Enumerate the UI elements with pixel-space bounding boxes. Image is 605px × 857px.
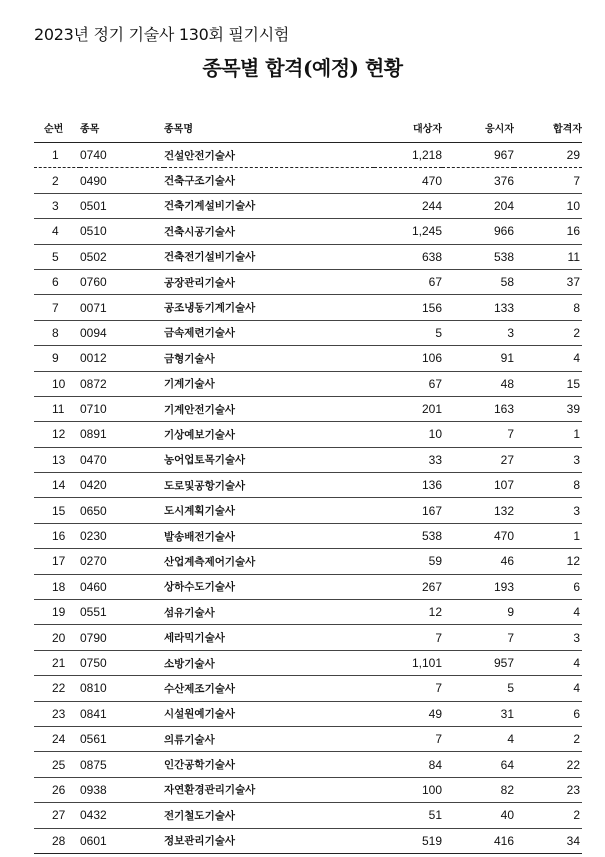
eligible-cell: 7 <box>435 681 442 696</box>
passed-cell: 4 <box>573 681 580 696</box>
eligible-cell: 49 <box>428 706 442 721</box>
applicants-cell: 538 <box>493 249 514 264</box>
passed-cell: 7 <box>573 173 580 188</box>
name-cell: 건설안전기술사 <box>164 149 236 162</box>
passed-cell: 3 <box>573 452 580 467</box>
rank-cell: 6 <box>52 275 59 290</box>
name-cell: 건축기계설비기술사 <box>164 200 256 213</box>
code-cell: 0810 <box>80 681 107 696</box>
rank-cell: 15 <box>52 503 66 518</box>
code-cell: 0094 <box>80 325 107 340</box>
name-cell: 수산제조기술사 <box>164 682 236 695</box>
name-cell: 상하수도기술사 <box>164 581 236 594</box>
code-cell: 0841 <box>80 706 107 721</box>
passed-cell: 8 <box>573 478 580 493</box>
name-cell: 기상예보기술사 <box>164 428 236 441</box>
eligible-cell: 84 <box>428 757 442 772</box>
applicants-cell: 82 <box>500 782 514 797</box>
applicants-cell: 416 <box>493 833 514 848</box>
rank-cell: 1 <box>52 148 59 163</box>
table-row <box>34 803 582 828</box>
passed-cell: 6 <box>573 579 580 594</box>
document-subtitle: 2023년 정기 기술사 130회 필기시험 <box>34 25 290 44</box>
header-name: 종목명 <box>164 123 193 135</box>
eligible-cell: 59 <box>428 554 442 569</box>
rank-cell: 22 <box>52 681 66 696</box>
header-passed: 합격자 <box>553 123 582 135</box>
rank-cell: 27 <box>52 808 66 823</box>
code-cell: 0561 <box>80 732 107 747</box>
table-row <box>34 346 582 371</box>
header-rank: 순번 <box>44 123 64 135</box>
applicants-cell: 193 <box>493 579 514 594</box>
eligible-cell: 538 <box>421 529 442 544</box>
header-code: 종목 <box>80 123 100 135</box>
eligible-cell: 638 <box>421 249 442 264</box>
name-cell: 의류기술사 <box>164 733 215 746</box>
name-cell: 공조냉동기계기술사 <box>164 302 256 315</box>
eligible-cell: 100 <box>421 782 442 797</box>
eligible-cell: 1,245 <box>411 224 442 239</box>
code-cell: 0012 <box>80 351 107 366</box>
table-row <box>34 701 582 726</box>
eligible-cell: 201 <box>421 402 442 417</box>
passed-cell: 12 <box>566 554 580 569</box>
applicants-cell: 204 <box>493 198 514 213</box>
header-applicants: 응시자 <box>485 123 514 135</box>
table-row <box>34 447 582 472</box>
rank-cell: 11 <box>52 402 65 417</box>
name-cell: 전기철도기술사 <box>164 809 236 822</box>
table-row <box>34 777 582 802</box>
table-row <box>34 168 582 193</box>
eligible-cell: 67 <box>428 376 442 391</box>
eligible-cell: 67 <box>428 275 442 290</box>
passed-cell: 3 <box>573 630 580 645</box>
table-row <box>34 396 582 421</box>
passed-cell: 10 <box>566 198 580 213</box>
applicants-cell: 966 <box>493 224 514 239</box>
rank-cell: 3 <box>52 198 59 213</box>
eligible-cell: 5 <box>435 325 442 340</box>
code-cell: 0510 <box>80 224 107 239</box>
eligible-cell: 156 <box>421 300 442 315</box>
table-row <box>34 828 582 853</box>
eligible-cell: 519 <box>421 833 442 848</box>
applicants-cell: 48 <box>500 376 514 391</box>
table-header-row <box>34 112 582 143</box>
table-row <box>34 726 582 751</box>
passed-cell: 1 <box>573 427 580 442</box>
applicants-cell: 7 <box>507 630 514 645</box>
rank-cell: 26 <box>52 782 66 797</box>
code-cell: 0432 <box>80 808 107 823</box>
rank-cell: 24 <box>52 732 66 747</box>
code-cell: 0710 <box>80 402 107 417</box>
code-cell: 0420 <box>80 478 107 493</box>
rank-cell: 4 <box>52 224 59 239</box>
applicants-cell: 27 <box>500 452 514 467</box>
table-row <box>34 269 582 294</box>
eligible-cell: 12 <box>428 605 442 620</box>
name-cell: 정보관리기술사 <box>164 835 236 848</box>
applicants-cell: 133 <box>493 300 514 315</box>
rank-cell: 2 <box>52 173 59 188</box>
passed-cell: 3 <box>573 503 580 518</box>
name-cell: 금형기술사 <box>164 352 215 365</box>
rank-cell: 12 <box>52 427 66 442</box>
code-cell: 0650 <box>80 503 107 518</box>
table-row <box>34 574 582 599</box>
applicants-cell: 376 <box>493 173 514 188</box>
applicants-cell: 132 <box>493 503 514 518</box>
table-row <box>34 523 582 548</box>
table-row <box>34 193 582 218</box>
passed-cell: 2 <box>573 732 580 747</box>
table-body <box>34 143 582 854</box>
passed-cell: 2 <box>573 325 580 340</box>
eligible-cell: 244 <box>421 198 442 213</box>
applicants-cell: 3 <box>507 325 514 340</box>
eligible-cell: 267 <box>421 579 442 594</box>
applicants-cell: 58 <box>500 275 514 290</box>
name-cell: 도로및공항기술사 <box>164 479 246 492</box>
name-cell: 섬유기술사 <box>164 606 215 619</box>
name-cell: 도시계획기술사 <box>164 505 236 518</box>
passed-cell: 8 <box>573 300 580 315</box>
name-cell: 발송배전기술사 <box>164 530 236 543</box>
code-cell: 0750 <box>80 656 107 670</box>
passed-cell: 15 <box>566 376 580 391</box>
rank-cell: 19 <box>52 605 66 620</box>
passed-cell: 11 <box>567 249 580 264</box>
code-cell: 0891 <box>80 427 107 442</box>
eligible-cell: 7 <box>435 630 442 645</box>
name-cell: 건축구조기술사 <box>164 175 236 188</box>
applicants-cell: 957 <box>493 656 514 670</box>
passed-cell: 16 <box>566 224 580 239</box>
passed-cell: 37 <box>566 275 580 290</box>
code-cell: 0790 <box>80 630 107 645</box>
eligible-cell: 1,218 <box>411 148 442 163</box>
table-row <box>34 422 582 447</box>
table-row <box>34 650 582 675</box>
name-cell: 기계기술사 <box>164 378 215 391</box>
code-cell: 0872 <box>80 376 107 391</box>
code-cell: 0760 <box>80 275 107 290</box>
table-row <box>34 676 582 701</box>
applicants-cell: 46 <box>500 554 514 569</box>
applicants-cell: 967 <box>493 148 514 163</box>
name-cell: 건축전기설비기술사 <box>164 251 256 264</box>
code-cell: 0502 <box>80 249 107 264</box>
rank-cell: 7 <box>52 300 59 315</box>
table-row <box>34 473 582 498</box>
rank-cell: 21 <box>52 656 66 670</box>
eligible-cell: 10 <box>428 427 442 442</box>
table-row <box>34 625 582 650</box>
table-row <box>34 320 582 345</box>
table-row <box>34 549 582 574</box>
applicants-cell: 7 <box>507 427 514 442</box>
eligible-cell: 167 <box>421 503 442 518</box>
code-cell: 0938 <box>80 782 107 797</box>
passed-cell: 1 <box>573 529 580 544</box>
rank-cell: 17 <box>52 554 66 569</box>
name-cell: 인간공학기술사 <box>164 759 236 772</box>
rank-cell: 23 <box>52 706 66 721</box>
code-cell: 0551 <box>80 605 107 620</box>
applicants-cell: 107 <box>493 478 514 493</box>
table-row <box>34 600 582 625</box>
name-cell: 자연환경관리기술사 <box>164 784 256 797</box>
table-row <box>34 244 582 269</box>
rank-cell: 13 <box>52 452 66 467</box>
code-cell: 0470 <box>80 452 107 467</box>
rank-cell: 10 <box>52 376 66 391</box>
name-cell: 시설원예기술사 <box>164 708 236 721</box>
eligible-cell: 7 <box>435 732 442 747</box>
applicants-cell: 9 <box>507 605 514 620</box>
passed-cell: 4 <box>573 605 580 620</box>
code-cell: 0875 <box>80 757 107 772</box>
header-eligible: 대상자 <box>413 123 442 135</box>
rank-cell: 18 <box>52 579 66 594</box>
applicants-cell: 470 <box>493 529 514 544</box>
name-cell: 공장관리기술사 <box>164 276 236 289</box>
table-row <box>34 371 582 396</box>
applicants-cell: 31 <box>500 706 514 721</box>
name-cell: 금속제련기술사 <box>164 327 236 340</box>
rank-cell: 28 <box>52 833 66 848</box>
eligible-cell: 136 <box>421 478 442 493</box>
eligible-cell: 51 <box>428 808 442 823</box>
rank-cell: 14 <box>52 478 66 493</box>
applicants-cell: 91 <box>500 351 514 366</box>
name-cell: 산업계측제어기술사 <box>164 555 256 568</box>
code-cell: 0490 <box>80 173 107 188</box>
code-cell: 0601 <box>80 833 107 848</box>
code-cell: 0501 <box>80 198 107 213</box>
document-title: 종목별 합격(예정) 현황 <box>202 56 403 80</box>
eligible-cell: 33 <box>428 452 442 467</box>
table-row <box>34 498 582 523</box>
passed-cell: 22 <box>566 757 580 772</box>
table-row <box>34 143 582 168</box>
name-cell: 기계안전기술사 <box>164 403 236 416</box>
passed-cell: 4 <box>573 656 580 670</box>
code-cell: 0460 <box>80 579 107 594</box>
passed-cell: 39 <box>566 402 580 417</box>
rank-cell: 16 <box>52 529 66 544</box>
table-row <box>34 295 582 320</box>
code-cell: 0071 <box>80 300 107 315</box>
code-cell: 0740 <box>80 148 107 163</box>
applicants-cell: 4 <box>507 732 514 747</box>
rank-cell: 25 <box>52 757 66 772</box>
name-cell: 건축시공기술사 <box>164 225 236 238</box>
rank-cell: 9 <box>52 351 59 366</box>
name-cell: 소방기술사 <box>164 657 215 670</box>
passed-cell: 4 <box>573 351 580 366</box>
applicants-cell: 163 <box>493 402 514 417</box>
results-table <box>34 112 582 854</box>
applicants-cell: 64 <box>500 757 514 772</box>
name-cell: 세라믹기술사 <box>164 632 225 645</box>
table-row <box>34 752 582 777</box>
table-row <box>34 219 582 244</box>
eligible-cell: 470 <box>421 173 442 188</box>
applicants-cell: 5 <box>507 681 514 696</box>
rank-cell: 20 <box>52 630 66 645</box>
rank-cell: 5 <box>52 249 59 264</box>
code-cell: 0270 <box>80 554 107 569</box>
name-cell: 농어업토목기술사 <box>164 454 246 467</box>
passed-cell: 29 <box>566 148 580 163</box>
passed-cell: 6 <box>573 706 580 721</box>
applicants-cell: 40 <box>500 808 514 823</box>
passed-cell: 2 <box>573 808 580 823</box>
rank-cell: 8 <box>52 325 59 340</box>
eligible-cell: 1,101 <box>411 656 442 670</box>
passed-cell: 23 <box>566 782 580 797</box>
passed-cell: 34 <box>566 833 580 848</box>
code-cell: 0230 <box>80 529 107 544</box>
eligible-cell: 106 <box>421 351 442 366</box>
